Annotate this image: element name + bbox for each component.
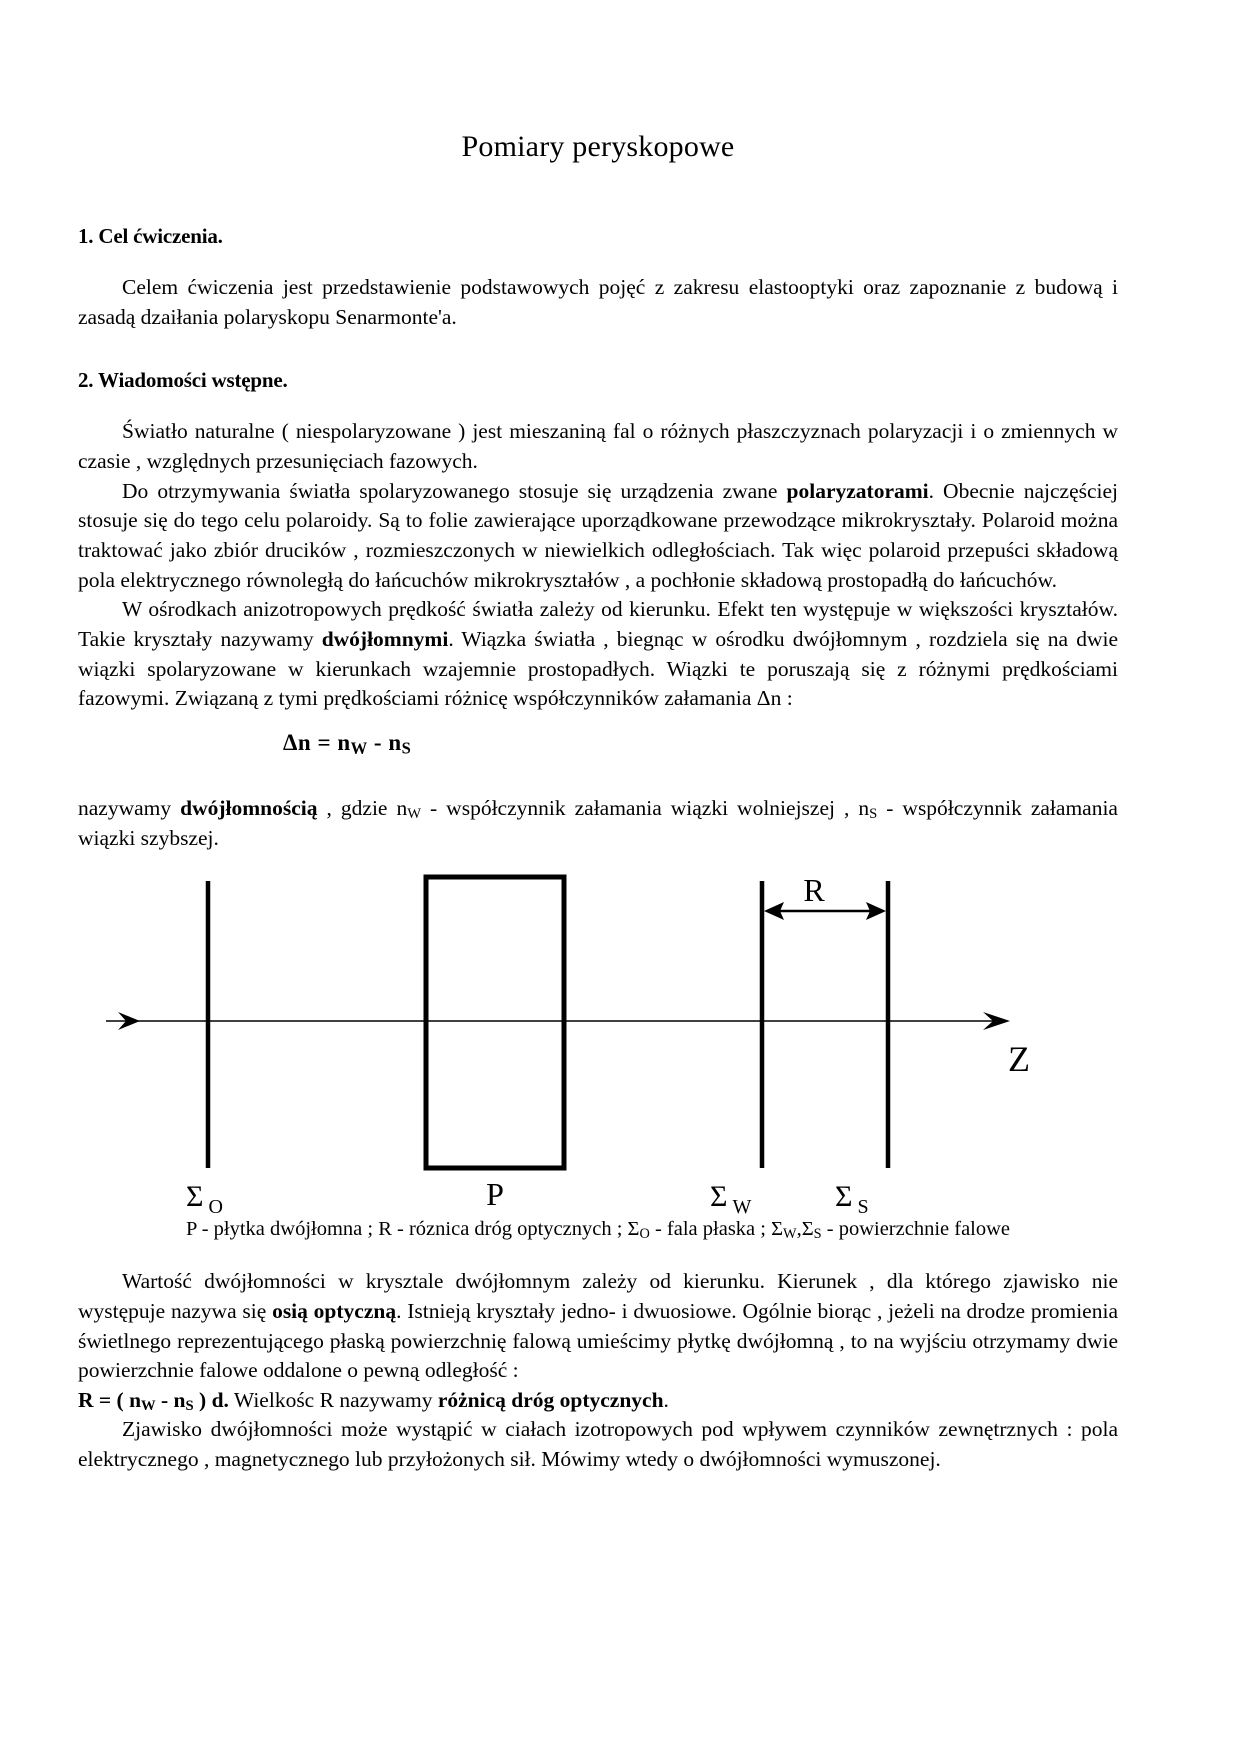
text-run: Do otrzymywania światła spolaryzowanego stosuje się urządzenia zwane xyxy=(122,478,787,503)
formula-r-sub-w xyxy=(141,1388,156,1415)
caption-run: ,Σ xyxy=(796,1218,814,1241)
paragraph-induced-birefringence: Zjawisko dwójłomności może wystąpić w ciałach izotropowych pod wpływem czynników zewnętrznych : pola elektrycznego , magnetycznego lub przyłożonych sił. Mówimy wtedy o dwójłomności wymuszonej. xyxy=(78,1417,1118,1472)
text-run: . Obecnie najczęściej stosuje się do tego celu polaroidy. Są to folie zawierające uporządkowane przewodzące mikrokryształy. Polaroid można traktować jako zbiór drucików , rozmieszczonych w niewielkich odległościach. Tak więc polaroid przepuści składową pola elektrycznego równoległą do łańcuchów mikrokryształów , a pochłonie składową prostopadłą do łańcuchów. xyxy=(78,478,1119,592)
axis-label-z: Z xyxy=(1008,1039,1030,1080)
formula-delta-n xyxy=(78,714,1118,770)
formula-r-sub-s xyxy=(185,1388,194,1415)
paragraph-natural-light: Światło naturalne ( niespolaryzowane ) jest mieszaniną fal o różnych płaszczyznach polaryzacji i o zmiennych w czasie , względnych przesunięciach fazowych. xyxy=(78,419,1118,473)
text-run: Wielkośc R nazywamy xyxy=(228,1387,438,1412)
sub-s: S xyxy=(185,1398,194,1415)
text-run: , gdzie n xyxy=(317,795,408,820)
label-sigma-0-sub: O xyxy=(208,1196,223,1217)
text-run: . xyxy=(663,1387,669,1412)
caption-sub-w: W xyxy=(783,1226,797,1243)
text-run: . Wiązka światła , biegnąc w ośrodku dwójłomnym , rozdziela się na dwie wiązki spolaryzowane w kierunkach wzajemnie prostopadłych. Wiązki te poruszają się z różnymi prędkościami fazowymi. Związaną z tymi prędkościami różnicę współczynników załamania Δn : xyxy=(78,626,1118,711)
text-run: Wartość dwójłomności w krysztale dwójłomnym zależy od kierunku. Kierunek , dla którego zjawisko nie występuje nazywa się xyxy=(78,1269,1118,1323)
sub-s: S xyxy=(869,806,878,823)
label-sigma-w: Σ $_W$ xyxy=(710,1180,752,1217)
term-dwojlomnymi: dwójłomnymi xyxy=(321,626,449,651)
section-heading-1: 1. Cel ćwiczenia. xyxy=(78,224,223,248)
spacer xyxy=(78,1241,1118,1267)
caption-sub-s: S xyxy=(813,1226,822,1243)
sub-w: W xyxy=(141,1398,156,1415)
label-sigma-0: Σ $_O$ xyxy=(186,1180,223,1217)
caption-sub-o: O xyxy=(639,1226,650,1243)
caption-run: P - płytka dwójłomna ; R - róznica dróg optycznych ; Σ xyxy=(185,1218,640,1241)
paragraph-goal: Celem ćwiczenia jest przedstawienie podstawowych pojęć z zakresu elastooptyki oraz zapoznanie z budową i zasadą dzaiłania polaryskopu Senarmonte'a. xyxy=(78,275,1118,329)
text-run: . Istnieją kryształy jedno- i dwuosiowe. Ogólnie biorąc , jeżeli na drodze promienia świetlnego reprezentującego płaską powierzchnię falową umieścimy płytkę dwójłomną , to na wyjściu otrzymamy dwie powierzchnie falowe oddalone o pewną odległość : xyxy=(78,1298,1118,1383)
document-content xyxy=(78,0,1118,1475)
sub-w: W xyxy=(407,806,422,823)
formula-r-minus: - n xyxy=(155,1387,186,1412)
term-dwojlomnoscia: dwójłomnością xyxy=(180,795,318,820)
term-osia-optyczna: osią optyczną xyxy=(272,1298,397,1323)
formula-lhs: Δn = n xyxy=(283,729,351,755)
text-run: - współczynnik załamania wiązki wolniejszej , n xyxy=(421,795,870,820)
paragraph-anisotropic xyxy=(78,595,1118,714)
figure-caption xyxy=(78,1216,1118,1241)
formula-minus: - n xyxy=(367,729,402,755)
dimension-label-r: R xyxy=(803,872,825,909)
spacer xyxy=(78,393,1118,417)
text-run: W ośrodkach anizotropowych prędkość światła zależy od kierunku. Efekt ten występuje w większości kryształów. Takie kryształy nazywamy xyxy=(78,597,1118,651)
caption-run: - fala płaska ; Σ xyxy=(649,1218,784,1241)
label-sigma-s: Σ $_S$ xyxy=(835,1180,869,1217)
text-run: - współczynnik załamania wiązki szybszej. xyxy=(78,795,1118,850)
page-title: Pomiary peryskopowe xyxy=(461,130,735,163)
paragraph-optical-axis xyxy=(78,1267,1118,1386)
formula-r-lhs: R = ( n xyxy=(78,1387,142,1412)
paragraph-path-difference xyxy=(78,1386,1118,1416)
caption-run: - powierzchnie falowe xyxy=(821,1218,1011,1241)
plate-label-p: P xyxy=(486,1176,504,1213)
diagram-svg xyxy=(78,871,1118,1216)
spacer xyxy=(78,770,1118,794)
formula-r-rhs: ) d. xyxy=(193,1387,229,1412)
paragraph-birefringence-def xyxy=(78,794,1118,853)
label-sigma-w-sub: W xyxy=(732,1196,752,1217)
section-heading-2: 2. Wiadomości wstępne. xyxy=(78,368,288,393)
formula-sub-w: W xyxy=(350,738,368,758)
text-run: nazywamy xyxy=(78,795,181,820)
label-sigma-s-sub: S xyxy=(857,1196,869,1217)
formula-sub-s: S xyxy=(401,738,412,758)
term-roznica-drog: różnicą dróg optycznych xyxy=(437,1387,664,1412)
plate-p-rect xyxy=(426,877,564,1168)
term-polaryzatorami: polaryzatorami xyxy=(786,478,929,503)
paragraph-polarizers xyxy=(78,477,1118,596)
spacer xyxy=(78,249,1118,273)
optics-diagram xyxy=(78,871,1118,1216)
